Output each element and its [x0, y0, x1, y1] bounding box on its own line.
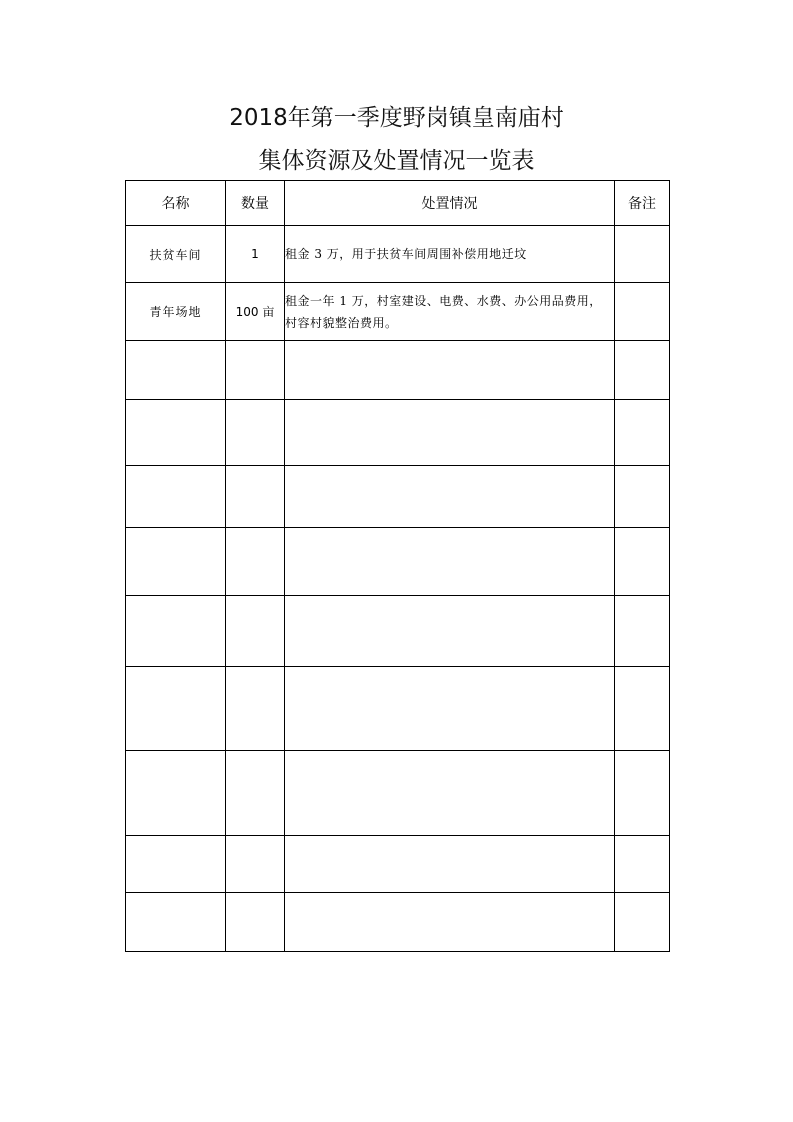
cell-disposal: 租金 3 万，用于扶贫车间周围补偿用地迁坟	[285, 226, 615, 283]
cell-quantity	[226, 528, 285, 596]
table-header-row	[126, 181, 670, 226]
table-row	[126, 226, 670, 283]
table-row	[126, 596, 670, 667]
cell-remarks	[615, 751, 670, 836]
cell-remarks	[615, 226, 670, 283]
cell-disposal	[285, 893, 615, 952]
document-title-line-2: 集体资源及处置情况一览表	[258, 148, 535, 174]
table-row	[126, 400, 670, 466]
cell-disposal	[285, 596, 615, 667]
cell-disposal	[285, 528, 615, 596]
cell-disposal	[285, 400, 615, 466]
cell-name	[126, 667, 226, 751]
cell-quantity	[226, 341, 285, 400]
cell-quantity	[226, 667, 285, 751]
document-title-line-1: 2018年第一季度野岗镇皇南庙村	[229, 105, 564, 131]
table-row	[126, 341, 670, 400]
cell-remarks	[615, 596, 670, 667]
cell-disposal	[285, 466, 615, 528]
cell-disposal	[285, 751, 615, 836]
header-name: 名称	[126, 181, 226, 226]
cell-remarks	[615, 466, 670, 528]
cell-name	[126, 400, 226, 466]
cell-quantity	[226, 466, 285, 528]
cell-name	[126, 751, 226, 836]
cell-quantity	[226, 596, 285, 667]
cell-name	[126, 893, 226, 952]
table-row	[126, 283, 670, 341]
cell-name: 扶贫车间	[126, 226, 226, 283]
cell-disposal	[285, 836, 615, 893]
cell-quantity	[226, 751, 285, 836]
table-row	[126, 751, 670, 836]
cell-remarks	[615, 528, 670, 596]
table-row	[126, 836, 670, 893]
header-remarks: 备注	[615, 181, 670, 226]
header-disposal: 处置情况	[285, 181, 615, 226]
cell-quantity: 1	[226, 226, 285, 283]
cell-disposal	[285, 341, 615, 400]
cell-quantity	[226, 400, 285, 466]
cell-name: 青年场地	[126, 283, 226, 341]
cell-quantity: 100 亩	[226, 283, 285, 341]
table-row	[126, 466, 670, 528]
resource-table	[125, 180, 670, 952]
cell-remarks	[615, 400, 670, 466]
cell-disposal: 租金一年 1 万，村室建设、电费、水费、办公用品费用，村容村貌整治费用。	[285, 283, 615, 341]
cell-remarks	[615, 667, 670, 751]
table-row	[126, 528, 670, 596]
cell-remarks	[615, 283, 670, 341]
cell-remarks	[615, 341, 670, 400]
cell-name	[126, 466, 226, 528]
cell-remarks	[615, 893, 670, 952]
cell-quantity	[226, 893, 285, 952]
cell-name	[126, 596, 226, 667]
cell-name	[126, 528, 226, 596]
cell-disposal	[285, 667, 615, 751]
table-row	[126, 667, 670, 751]
header-quantity: 数量	[226, 181, 285, 226]
cell-name	[126, 341, 226, 400]
table-row	[126, 893, 670, 952]
cell-quantity	[226, 836, 285, 893]
cell-name	[126, 836, 226, 893]
cell-remarks	[615, 836, 670, 893]
